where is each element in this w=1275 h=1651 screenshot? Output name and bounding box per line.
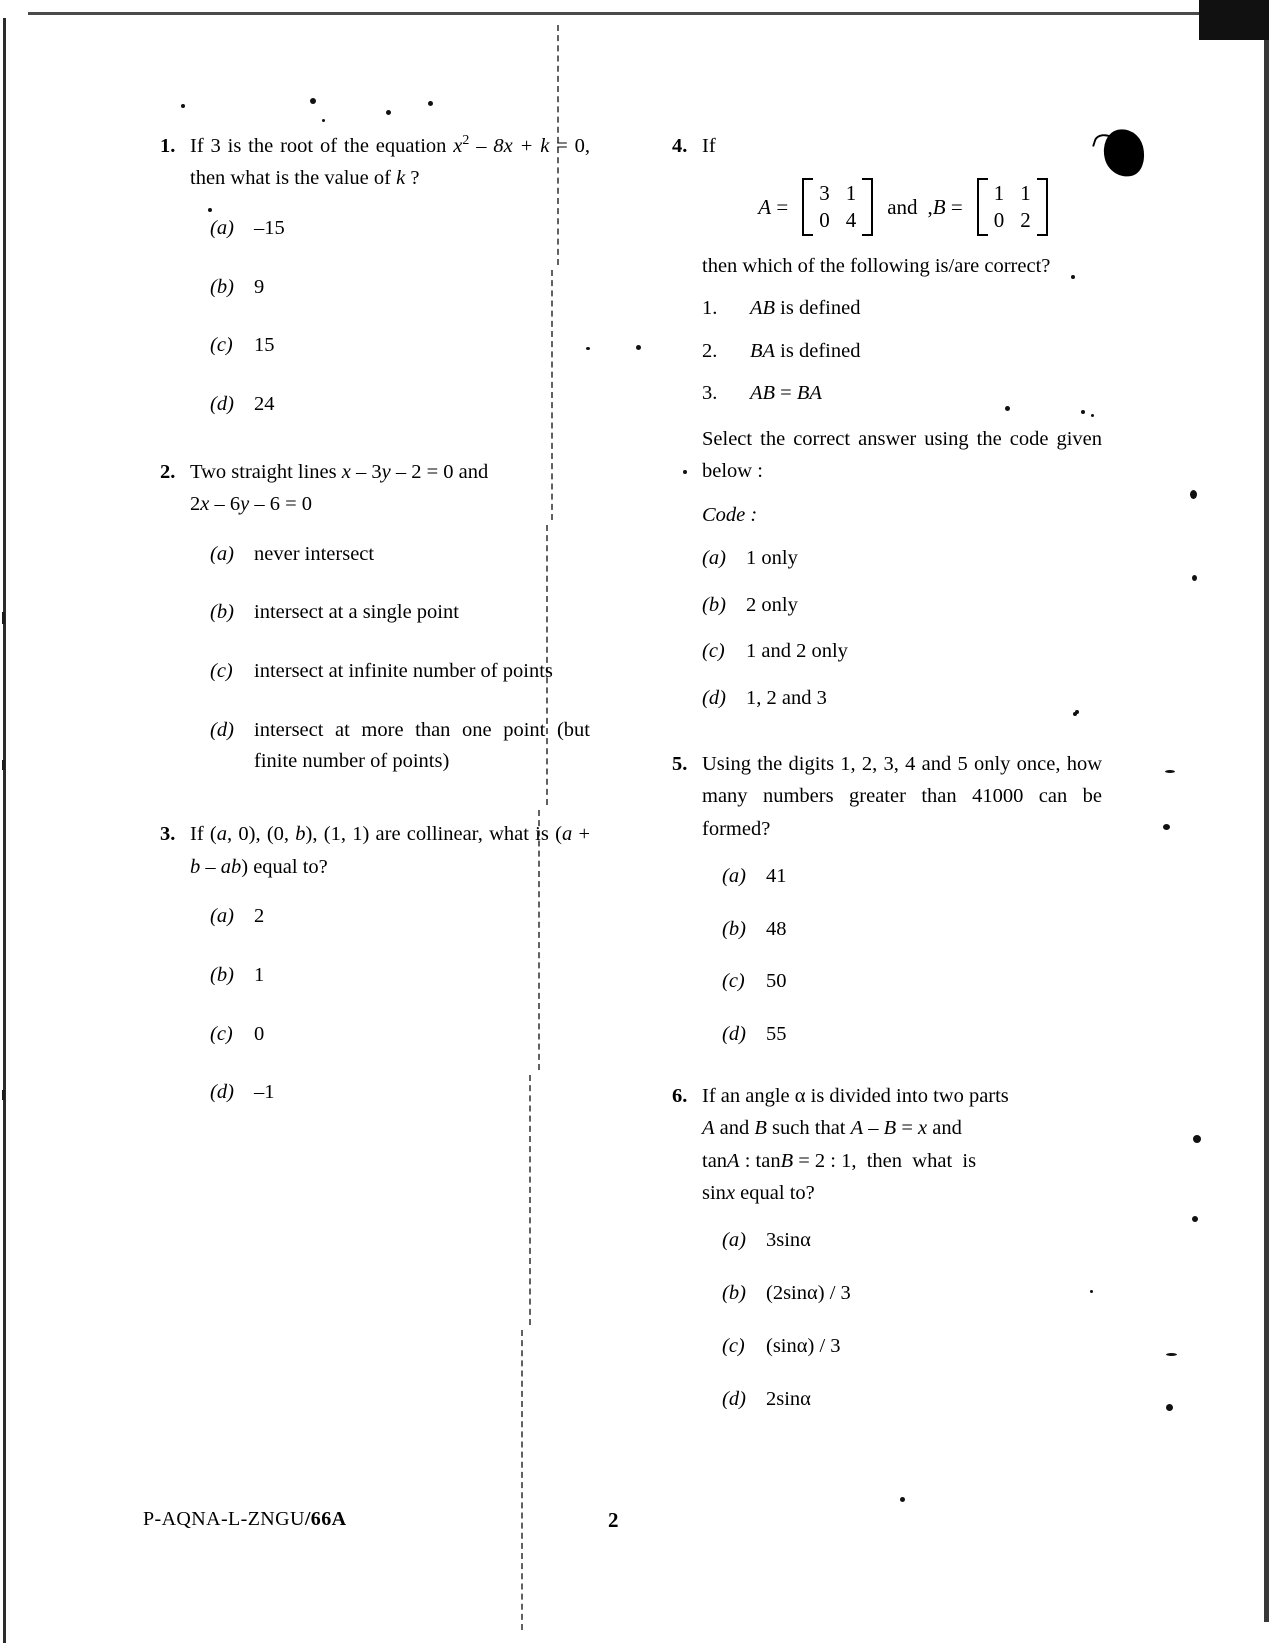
option-label: (d) xyxy=(210,1081,234,1104)
option-value: 1 xyxy=(254,963,265,986)
option-value: 24 xyxy=(254,393,275,415)
and-word: and xyxy=(887,194,918,219)
option-label: (a) xyxy=(702,546,726,569)
statement-number: 3. xyxy=(702,382,718,405)
option-label: (c) xyxy=(722,970,745,993)
option-label: (a) xyxy=(722,864,746,887)
scan-speck xyxy=(1166,1404,1173,1411)
scan-speck xyxy=(181,104,185,108)
question-text: If (a, 0), (0, b), (1, 1) are collinear, what is (a + b – ab) equal to? xyxy=(190,823,591,878)
option-value: 41 xyxy=(766,864,787,887)
option-label: (b) xyxy=(210,963,234,986)
option-b[interactable] xyxy=(702,590,1102,621)
option-label: (d) xyxy=(210,393,234,415)
matrix-b-label: ,B = xyxy=(927,194,963,219)
footer-paper-code xyxy=(143,1508,346,1531)
question-lead: If xyxy=(702,135,716,157)
option-value: never intersect xyxy=(254,542,375,565)
scan-speck xyxy=(428,101,433,106)
bracket-left xyxy=(802,178,813,236)
option-label: (c) xyxy=(702,640,725,663)
option-value: intersect at a single point xyxy=(254,601,459,624)
question-number: 6. xyxy=(672,1084,688,1107)
option-value: 48 xyxy=(766,917,787,940)
option-value: (2sinα) / 3 xyxy=(766,1282,851,1305)
center-fold-line xyxy=(521,1330,523,1630)
scan-speck xyxy=(1163,824,1170,830)
option-c[interactable] xyxy=(210,1019,590,1050)
option-value: 1, 2 and 3 xyxy=(746,687,827,709)
question-number: 4. xyxy=(672,135,688,157)
option-value: 2 only xyxy=(746,593,798,616)
scan-speck xyxy=(1193,1135,1201,1143)
option-a[interactable] xyxy=(702,543,1102,574)
option-a[interactable] xyxy=(722,1225,1102,1256)
option-c[interactable] xyxy=(722,966,1102,997)
page-edge-right xyxy=(1264,22,1269,1622)
scan-speck xyxy=(636,345,641,350)
scan-speck xyxy=(2,612,5,624)
scan-speck xyxy=(1165,770,1175,773)
option-label: (d) xyxy=(722,1023,746,1046)
option-b[interactable] xyxy=(722,914,1102,945)
options-list xyxy=(160,901,590,1108)
matrix-a-label: A = xyxy=(758,194,789,219)
question-2 xyxy=(160,456,590,777)
matrix-a-cells xyxy=(813,178,862,236)
option-label: (d) xyxy=(210,718,234,741)
option-value: –1 xyxy=(254,1081,275,1104)
option-value: 0 xyxy=(254,1022,265,1045)
option-d[interactable] xyxy=(210,389,590,420)
option-label: (d) xyxy=(702,687,726,709)
option-value: intersect at infinite number of points xyxy=(254,660,553,682)
bracket-left xyxy=(977,178,988,236)
option-b[interactable] xyxy=(210,960,590,991)
question-number: 3. xyxy=(160,823,176,846)
scan-speck xyxy=(2,760,5,770)
bracket-right xyxy=(1037,178,1048,236)
statement-number: 1. xyxy=(702,296,718,319)
statement-3 xyxy=(702,378,1102,409)
page-edge-left xyxy=(3,18,6,1643)
scan-speck xyxy=(1192,575,1197,581)
option-a[interactable] xyxy=(722,861,1102,892)
question-4 xyxy=(672,130,1102,714)
option-label: (c) xyxy=(210,1022,233,1045)
option-label: (a) xyxy=(210,216,234,239)
option-label: (b) xyxy=(722,1282,746,1305)
question-1 xyxy=(160,130,590,420)
scan-speck xyxy=(1166,1353,1177,1356)
scan-speck xyxy=(1190,490,1197,499)
option-value: 50 xyxy=(766,970,787,993)
option-value: 1 and 2 only xyxy=(746,640,848,663)
option-value: 55 xyxy=(766,1023,787,1046)
matrix-b xyxy=(973,178,1052,236)
scan-speck xyxy=(1192,1216,1198,1222)
question-4-followup: then which of the following is/are correct? xyxy=(702,255,1051,278)
option-label: (a) xyxy=(210,542,234,565)
matrix-cell: 4 xyxy=(845,208,857,233)
question-text: If 3 is the root of the equation $x^2 - 8x + k = 0$, then what is the value of k ? xyxy=(190,133,591,190)
option-d[interactable] xyxy=(722,1384,1102,1415)
option-value: (sinα) / 3 xyxy=(766,1334,841,1357)
question-number: 5. xyxy=(672,752,688,775)
question-6 xyxy=(672,1080,1102,1415)
option-value: 2sinα xyxy=(766,1387,811,1410)
question-number: 2. xyxy=(160,460,176,483)
option-d[interactable] xyxy=(702,683,1102,714)
scan-corner-shadow xyxy=(1199,0,1269,40)
statement-1 xyxy=(702,293,1102,324)
option-label: (c) xyxy=(210,660,233,682)
matrix-cell: 1 xyxy=(1020,181,1031,206)
question-3 xyxy=(160,818,590,1108)
options-list xyxy=(160,539,590,777)
option-label: (c) xyxy=(722,1334,745,1357)
question-5 xyxy=(672,748,1102,1050)
page-number: 2 xyxy=(608,1508,619,1532)
select-instruction: Select the correct answer using the code given below : xyxy=(702,428,1102,483)
matrix-cell: 1 xyxy=(993,181,1005,206)
option-value: 1 only xyxy=(746,546,798,569)
question-text: Using the digits 1, 2, 3, 4 and 5 only once, how many numbers greater than 41000 can be formed? xyxy=(702,752,1102,840)
question-line-1: If 3 is the root of the equation xyxy=(190,135,447,157)
option-d[interactable] xyxy=(722,1019,1102,1050)
statement-2 xyxy=(702,336,1102,367)
question-column-right xyxy=(672,130,1102,1440)
statement-number: 2. xyxy=(702,339,718,362)
options-list xyxy=(160,213,590,420)
statement-text: AB = BA xyxy=(750,382,822,405)
option-label: (c) xyxy=(210,334,233,357)
scan-speck xyxy=(900,1497,905,1502)
option-b[interactable] xyxy=(210,597,590,628)
footer-code-prefix: P-AQNA-L-ZNGU xyxy=(143,1508,305,1530)
question-column-left xyxy=(160,130,590,1136)
options-list xyxy=(672,861,1102,1050)
question-text: Two straight lines x – 3y – 2 = 0 and 2x – 6y – 6 = 0 xyxy=(190,460,489,516)
matrix-cell: 0 xyxy=(819,208,830,233)
scan-speck xyxy=(322,119,325,122)
option-label: (d) xyxy=(722,1387,746,1410)
scan-speck xyxy=(386,110,391,115)
option-label: (b) xyxy=(210,275,234,298)
matrix-cell: 0 xyxy=(993,208,1005,233)
question-text xyxy=(702,130,1102,162)
option-d[interactable] xyxy=(210,715,590,777)
scan-speck xyxy=(310,98,316,104)
option-c[interactable] xyxy=(722,1331,1102,1362)
option-a[interactable] xyxy=(210,901,590,932)
options-list xyxy=(672,1225,1102,1414)
statement-text: AB is defined xyxy=(750,296,861,319)
option-label: (a) xyxy=(722,1229,746,1252)
footer-code-suffix: /66A xyxy=(304,1508,347,1530)
matrix-expression xyxy=(672,178,1102,236)
option-label: (b) xyxy=(702,593,726,616)
matrix-cell: 2 xyxy=(1020,208,1031,233)
matrix-a xyxy=(798,178,877,236)
question-text: If an angle α is divided into two parts A and B such that A – B = x and tanA : tanB = 2 : 1, then what is sinx equal to? xyxy=(702,1084,1009,1204)
option-label: (b) xyxy=(210,601,234,624)
option-value: intersect at more than one point (but finite number of points) xyxy=(254,718,590,772)
statement-text: BA is defined xyxy=(750,339,861,362)
option-value: 2 xyxy=(254,905,265,927)
option-a[interactable] xyxy=(210,213,590,244)
option-label: (a) xyxy=(210,905,234,927)
bracket-right xyxy=(862,178,873,236)
options-list xyxy=(672,543,1102,714)
option-a[interactable] xyxy=(210,539,590,570)
option-b[interactable] xyxy=(210,272,590,303)
option-value: 9 xyxy=(254,275,265,298)
option-value: 3sinα xyxy=(766,1229,811,1252)
option-label: (b) xyxy=(722,917,746,940)
option-c[interactable] xyxy=(210,330,590,361)
page-edge-top xyxy=(28,12,1208,15)
statement-list xyxy=(672,293,1102,409)
scan-speck xyxy=(2,1090,5,1100)
matrix-cell: 1 xyxy=(845,181,857,206)
question-number: 1. xyxy=(160,135,176,157)
option-c[interactable] xyxy=(702,636,1102,667)
question-lead: Two straight lines xyxy=(190,460,342,483)
option-value: –15 xyxy=(254,216,285,239)
matrix-cell: 3 xyxy=(819,181,830,206)
matrix-b-cells xyxy=(988,178,1037,236)
option-b[interactable] xyxy=(722,1278,1102,1309)
option-d[interactable] xyxy=(210,1077,590,1108)
option-value: 15 xyxy=(254,334,275,357)
code-label: Code : xyxy=(702,503,758,526)
option-c[interactable] xyxy=(210,656,590,687)
